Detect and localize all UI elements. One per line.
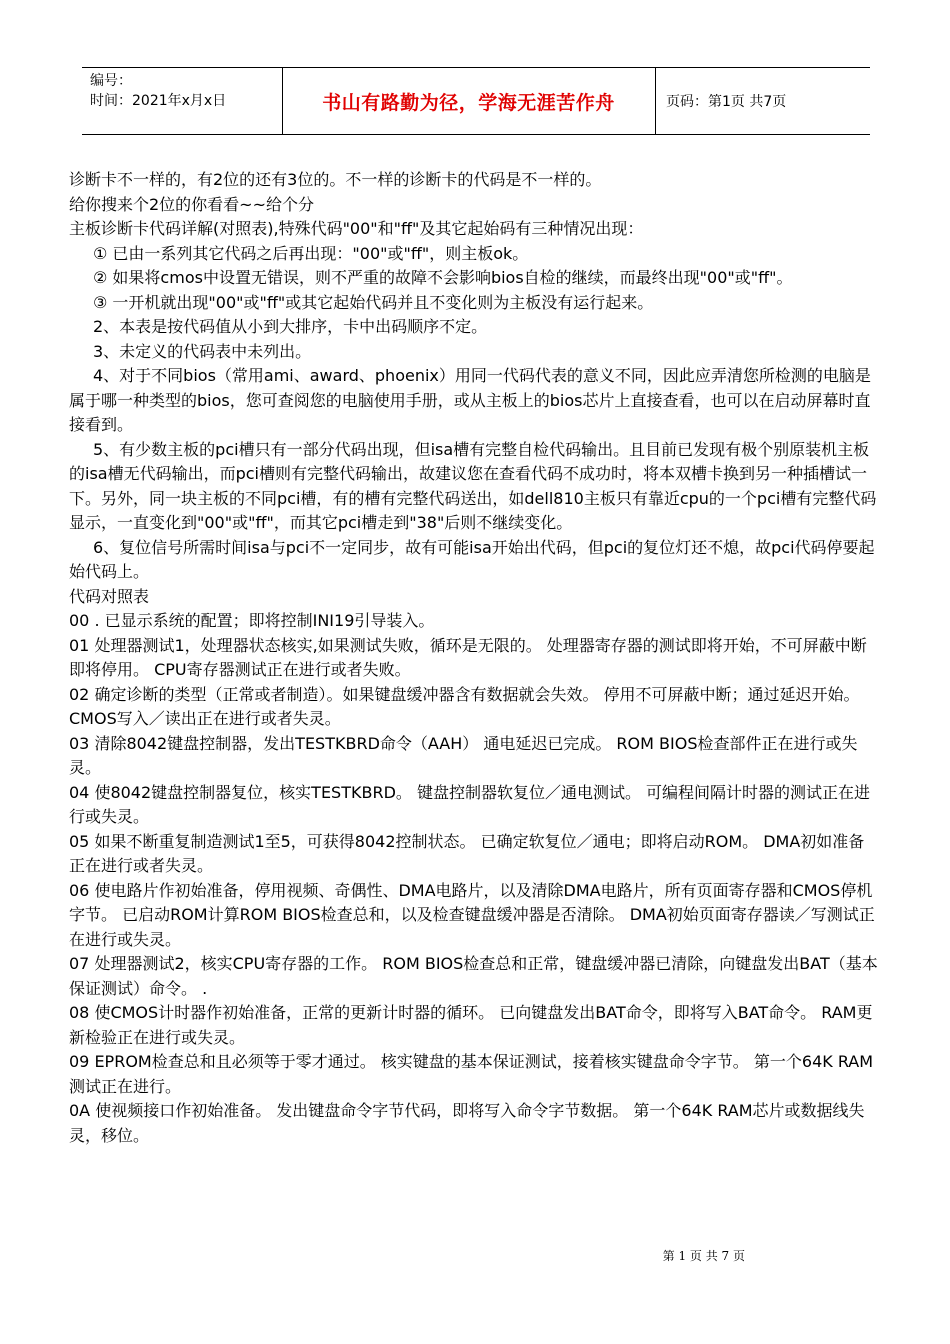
body-paragraph: 6、复位信号所需时间isa与pci不一定同步，故有可能isa开始出代码，但pci的复位灯还不熄，故pci代码停要起始代码上。 [69, 537, 875, 581]
body-paragraph: 诊断卡不一样的，有2位的还有3位的。不一样的诊断卡的代码是不一样的。 [69, 170, 602, 189]
header-page-info: 页码：第1页 共7页 [666, 94, 787, 110]
header-divider [655, 68, 656, 134]
header-motto: 书山有路勤为径，学海无涯苦作舟 [322, 91, 615, 114]
page-header [82, 67, 870, 135]
body-paragraph: 07 处理器测试2，核实CPU寄存器的工作。 ROM BIOS检查总和正常，键盘缓冲器已清除，向键盘发出BAT（基本保证测试）命令。 . [69, 954, 878, 998]
body-paragraph: 05 如果不断重复制造测试1至5，可获得8042控制状态。 已确定软复位／通电；即将启动ROM。 DMA初如准备正在进行或者失灵。 [69, 831, 865, 875]
body-paragraph: ① 已由一系列其它代码之后再出现："00"或"ff"，则主板ok。 [93, 243, 529, 263]
body-paragraph: 5、有少数主板的pci槽只有一部分代码出现，但isa槽有完整自检代码输出。且目前已发现有极个别原装机主板的isa槽无代码输出，而pci槽则有完整代码输出，故建议您在查看代码不成功时，将本双槽卡换到另一种插槽试一下。另外，同一块主板的不同pci槽，有的槽有完整代码送出，如dell810主板只有靠近cpu的一个pci槽有完整代码显示，一直变化到"00"或"ff"，而其它pci槽走到"38"后则不继续变化。 [69, 439, 877, 532]
page-footer: 第 1 页 共 7 页 [662, 1249, 745, 1263]
body-paragraph: 08 使CMOS计时器作初始准备，正常的更新计时器的循环。 已向键盘发出BAT命令，即将写入BAT命令。 RAM更新检验正在进行或失灵。 [69, 1003, 873, 1047]
body-paragraph: 3、未定义的代码表中未列出。 [93, 341, 312, 361]
body-paragraph: ③ 一开机就出现"00"或"ff"或其它起始代码并且不变化则为主板没有运行起来。 [93, 292, 654, 312]
body-paragraph: 01 处理器测试1，处理器状态核实,如果测试失败，循环是无限的。 处理器寄存器的测试即将开始，不可屏蔽中断即将停用。 CPU寄存器测试正在进行或者失败。 [69, 635, 867, 679]
body-paragraph: 00 . 已显示系统的配置；即将控制INI19引导装入。 [69, 611, 435, 630]
body-paragraph: 4、对于不同bios（常用ami、award、phoenix）用同一代码代表的意义不同，因此应弄清您所检测的电脑是属于哪一种类型的bios，您可查阅您的电脑使用手册，或从主板上的bios芯片上直接查看，也可以在启动屏幕时直接看到。 [69, 366, 871, 434]
document-time-label: 时间：2021年x月x日 [90, 93, 227, 109]
body-paragraph: 03 清除8042键盘控制器，发出TESTKBRD命令（AAH） 通电延迟已完成。 ROM BIOS检查部件正在进行或失灵。 [69, 733, 858, 777]
header-meta [90, 71, 226, 111]
body-paragraph: 04 使8042键盘控制器复位，核实TESTKBRD。 键盘控制器软复位／通电测试。 可编程间隔计时器的测试正在进行或失灵。 [69, 782, 871, 826]
body-paragraph: 给你搜来个2位的你看看~~给个分 [69, 194, 314, 214]
body-paragraph: 06 使电路片作初始准备，停用视频、奇偶性、DMA电路片，以及清除DMA电路片，所有页面寄存器和CMOS停机字节。 已启动ROM计算ROM BIOS检查总和，以及检查键盘缓冲器是否清除。 DMA初始页面寄存器读／写测试正在进行或失灵。 [69, 880, 875, 949]
body-paragraph: 0A 使视频接口作初始准备。 发出键盘命令字节代码，即将写入命令字节数据。 第一个64K RAM芯片或数据线失灵，移位。 [69, 1101, 865, 1145]
body-paragraph: 2、本表是按代码值从小到大排序，卡中出码顺序不定。 [93, 317, 488, 336]
body-paragraph: ② 如果将cmos中设置无错误，则不严重的故障不会影响bios自检的继续，而最终出现"00"或"ff"。 [93, 268, 793, 287]
body-paragraph: 代码对照表 [69, 586, 150, 606]
body-paragraph: 02 确定诊断的类型（正常或者制造）。如果键盘缓冲器含有数据就会失效。 停用不可屏蔽中断；通过延迟开始。 CMOS写入／读出正在进行或者失灵。 [69, 684, 860, 728]
body-paragraph: 09 EPROM检查总和且必须等于零才通过。 核实键盘的基本保证测试，接着核实键盘命令字节。 第一个64K RAM测试正在进行。 [69, 1052, 874, 1096]
document-body [69, 168, 879, 1148]
body-paragraph: 主板诊断卡代码详解(对照表),特殊代码"00"和"ff"及其它起始码有三种情况出现： [69, 219, 644, 238]
document-number-label: 编号： [90, 73, 132, 89]
